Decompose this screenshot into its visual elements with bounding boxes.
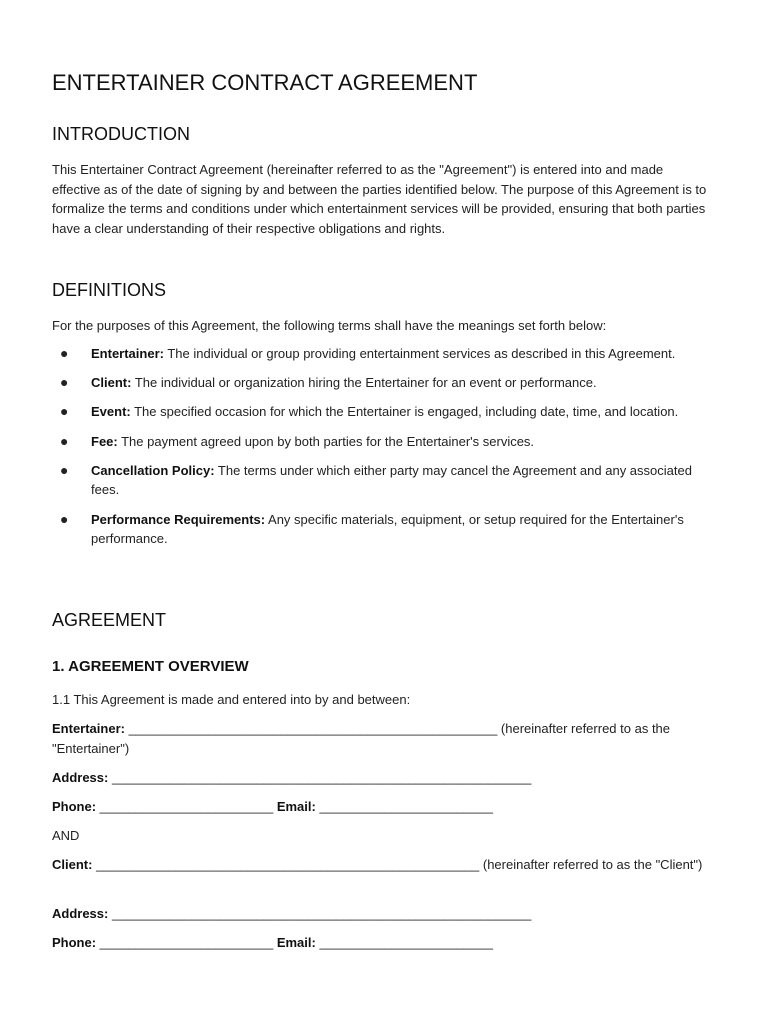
address-label: Address: bbox=[52, 770, 109, 785]
address-blank[interactable]: __________________________________________________________ bbox=[108, 770, 532, 785]
definition-term: Fee: bbox=[91, 433, 118, 449]
bullet-icon: ● bbox=[60, 510, 69, 527]
agreement-overview-heading: 1. AGREEMENT OVERVIEW bbox=[52, 658, 249, 675]
clause-1-1: 1.1 This Agreement is made and entered into by and between: bbox=[52, 692, 411, 707]
entertainer-field[interactable] bbox=[52, 719, 712, 758]
definitions-intro: For the purposes of this Agreement, the following terms shall have the meanings set forth below: bbox=[52, 318, 607, 333]
bullet-icon: ● bbox=[60, 345, 69, 361]
agreement-heading: AGREEMENT bbox=[52, 610, 167, 630]
client-field[interactable] bbox=[52, 855, 712, 875]
list-item bbox=[52, 432, 712, 452]
definition-term: Entertainer: bbox=[91, 346, 164, 361]
entertainer-blank[interactable]: ___________________________________________________ (hereinafter referred to as the "Entertainer") bbox=[52, 721, 671, 756]
list-item bbox=[52, 510, 712, 549]
phone-label: Phone: bbox=[52, 799, 97, 814]
list-item bbox=[52, 344, 712, 364]
and-separator: AND bbox=[52, 828, 80, 843]
email-label: Email: bbox=[276, 935, 316, 950]
list-item bbox=[52, 402, 712, 422]
address-field-entertainer[interactable] bbox=[52, 768, 712, 788]
email-blank[interactable]: ________________________ bbox=[315, 799, 493, 814]
definition-text: The payment agreed upon by both parties for the Entertainer's services. bbox=[117, 433, 535, 449]
phone-label: Phone: bbox=[52, 935, 97, 950]
list-item bbox=[52, 373, 712, 393]
definitions-list bbox=[52, 344, 712, 558]
list-item bbox=[52, 461, 712, 500]
phone-blank[interactable]: ________________________ bbox=[96, 935, 277, 950]
bullet-icon: ● bbox=[60, 461, 69, 478]
definition-text: The terms under which either party may cancel the Agreement and any associated fees. bbox=[91, 462, 692, 498]
contact-field-entertainer[interactable] bbox=[52, 797, 712, 817]
definitions-heading: DEFINITIONS bbox=[52, 280, 167, 300]
definition-text: The individual or organization hiring the Entertainer for an event or performance. bbox=[131, 375, 597, 391]
address-label: Address: bbox=[52, 906, 109, 921]
introduction-text: This Entertainer Contract Agreement (hereinafter referred to as the "Agreement") is entered into and made effective as of the date of signing by and between the parties identified below. The purpose of this Agreement is to formalize the terms and conditions under which entertainment services will be provided, ensuring that both parties have a clear understanding of their respective obligations and rights. bbox=[52, 162, 707, 236]
entertainer-label: Entertainer: bbox=[52, 721, 125, 736]
phone-blank[interactable]: ________________________ bbox=[96, 799, 277, 814]
address-field-client[interactable] bbox=[52, 904, 712, 924]
email-label: Email: bbox=[276, 799, 316, 814]
document-title: ENTERTAINER CONTRACT AGREEMENT bbox=[52, 70, 478, 95]
introduction-heading: INTRODUCTION bbox=[52, 124, 190, 144]
definition-term: Performance Requirements: bbox=[91, 511, 266, 527]
bullet-icon: ● bbox=[60, 432, 69, 449]
client-label: Client: bbox=[52, 857, 93, 872]
email-blank[interactable]: ________________________ bbox=[315, 935, 493, 950]
address-blank[interactable]: __________________________________________________________ bbox=[108, 906, 532, 921]
definition-text: Any specific materials, equipment, or setup required for the Entertainer's performance. bbox=[91, 511, 684, 547]
bullet-icon: ● bbox=[60, 403, 69, 420]
contact-field-client[interactable] bbox=[52, 933, 712, 953]
definition-term: Event: bbox=[91, 404, 131, 420]
definition-text: The individual or group providing entertainment services as described in this Agreement. bbox=[163, 346, 676, 361]
bullet-icon: ● bbox=[60, 374, 69, 391]
definition-text: The specified occasion for which the Entertainer is engaged, including date, time, and location. bbox=[130, 404, 679, 420]
definition-term: Client: bbox=[91, 375, 132, 391]
client-blank[interactable]: _____________________________________________________ (hereinafter referred to as the "Client") bbox=[92, 857, 703, 872]
definition-term: Cancellation Policy: bbox=[91, 462, 215, 478]
